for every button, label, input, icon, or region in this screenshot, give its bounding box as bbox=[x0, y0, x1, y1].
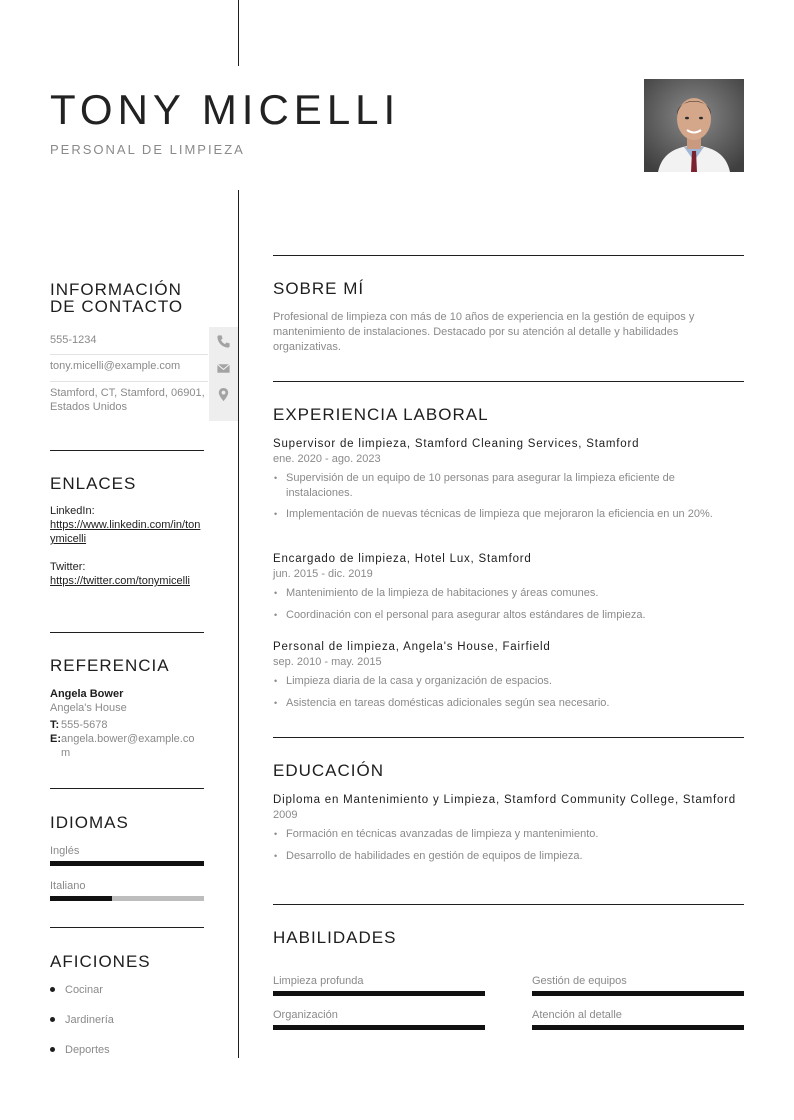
education-degree: Diploma en Mantenimiento y Limpieza, Stamford Community College, Stamford bbox=[273, 794, 736, 806]
job-dates: jun. 2015 - dic. 2019 bbox=[273, 568, 373, 580]
reference-phone-value: 555-5678 bbox=[61, 719, 108, 731]
skill-item bbox=[532, 974, 744, 996]
languages-title: IDIOMAS bbox=[50, 813, 129, 832]
hobby-item bbox=[50, 1043, 110, 1057]
job-bullet: • Implementación de nuevas técnicas de limpieza que mejoraron la eficiencia en un 20%. bbox=[273, 507, 744, 522]
job-bullets bbox=[273, 674, 744, 710]
about-text: Profesional de limpieza con más de 10 años de experiencia en la gestión de equipos y mantenimiento de instalaciones. Destacado por su atención al detalle y habilidades organizativas. bbox=[273, 311, 695, 353]
contact-divider bbox=[50, 381, 208, 382]
reference-title: REFERENCIA bbox=[50, 656, 170, 675]
column-divider-line bbox=[238, 190, 239, 1058]
reference-phone-key: T: bbox=[50, 719, 60, 731]
hobbies-title: AFICIONES bbox=[50, 952, 151, 971]
skill-level-bar bbox=[273, 991, 485, 996]
profile-photo-image bbox=[644, 79, 744, 172]
about-title: SOBRE MÍ bbox=[273, 279, 365, 298]
languages-section bbox=[50, 814, 204, 901]
job-bullet: • Mantenimiento de la limpieza de habitaciones y áreas comunes. bbox=[273, 586, 744, 601]
skill-item bbox=[273, 974, 485, 996]
language-level-bar bbox=[50, 861, 204, 866]
job-bullets bbox=[273, 471, 744, 522]
job-title: Encargado de limpieza, Hotel Lux, Stamford bbox=[273, 553, 532, 565]
language-item bbox=[50, 879, 204, 901]
job-bullet: • Limpieza diaria de la casa y organización de espacios. bbox=[273, 674, 744, 689]
contact-title: INFORMACIÓN DE CONTACTO bbox=[50, 280, 184, 316]
link-item-linkedin bbox=[50, 504, 204, 546]
education-entry bbox=[273, 793, 744, 870]
link-item-twitter bbox=[50, 560, 204, 588]
language-level-bar bbox=[50, 896, 204, 901]
reference-org: Angela's House bbox=[50, 702, 127, 714]
reference-email-value: angela.bower@example.com bbox=[61, 733, 195, 759]
hobby-item bbox=[50, 983, 103, 997]
linkedin-link[interactable]: https://www.linkedin.com/in/tonymicelli bbox=[50, 519, 201, 545]
job-bullet: • Coordinación con el personal para asegurar altos estándares de limpieza. bbox=[273, 608, 744, 623]
twitter-link[interactable]: https://twitter.com/tonymicelli bbox=[50, 575, 190, 587]
section-divider bbox=[273, 904, 744, 905]
job-dates: ene. 2020 - ago. 2023 bbox=[273, 453, 381, 465]
language-name: Inglés bbox=[50, 845, 80, 857]
section-divider bbox=[273, 381, 744, 382]
skill-level-bar bbox=[532, 1025, 744, 1030]
links-title: ENLACES bbox=[50, 474, 137, 493]
bullet-dot bbox=[50, 987, 55, 992]
language-item bbox=[50, 844, 204, 866]
section-divider bbox=[273, 255, 744, 256]
top-divider-line bbox=[238, 0, 239, 66]
skill-name: Organización bbox=[273, 1009, 338, 1021]
job-title: Supervisor de limpieza, Stamford Cleaning Services, Stamford bbox=[273, 438, 640, 450]
language-level-fill bbox=[50, 861, 204, 866]
education-bullet: • Formación en técnicas avanzadas de limpieza y mantenimiento. bbox=[273, 827, 744, 842]
contact-section bbox=[50, 281, 204, 315]
experience-title: EXPERIENCIA LABORAL bbox=[273, 405, 489, 424]
sidebar-divider bbox=[50, 632, 204, 633]
job-title: Personal de limpieza, Angela's House, Fairfield bbox=[273, 641, 551, 653]
candidate-role: PERSONAL DE LIMPIEZA bbox=[50, 142, 245, 157]
job-dates: sep. 2010 - may. 2015 bbox=[273, 656, 382, 668]
education-bullet: • Desarrollo de habilidades en gestión de equipos de limpieza. bbox=[273, 849, 744, 864]
hobby-label: Jardinería bbox=[65, 1014, 114, 1026]
hobbies-section bbox=[50, 953, 204, 970]
candidate-name: TONY MICELLI bbox=[50, 86, 401, 133]
section-divider bbox=[273, 737, 744, 738]
reference-section bbox=[50, 657, 204, 760]
contact-divider bbox=[50, 354, 208, 355]
hobby-label: Cocinar bbox=[65, 984, 103, 996]
education-bullets bbox=[273, 827, 744, 863]
skill-name: Limpieza profunda bbox=[273, 975, 364, 987]
job-entry bbox=[273, 437, 744, 529]
reference-name: Angela Bower bbox=[50, 688, 124, 700]
reference-email-key: E: bbox=[50, 733, 61, 745]
map-pin-icon bbox=[216, 387, 231, 402]
skill-level-bar bbox=[532, 991, 744, 996]
job-entry bbox=[273, 640, 744, 717]
reference-email bbox=[50, 732, 204, 760]
bullet-dot bbox=[50, 1047, 55, 1052]
linkedin-label: LinkedIn: bbox=[50, 505, 95, 517]
hobby-item bbox=[50, 1013, 114, 1027]
twitter-label: Twitter: bbox=[50, 561, 86, 573]
contact-icon-strip bbox=[209, 327, 238, 421]
skill-name: Atención al detalle bbox=[532, 1009, 622, 1021]
phone-icon bbox=[216, 334, 231, 349]
skill-item bbox=[532, 1008, 744, 1030]
skill-item bbox=[273, 1008, 485, 1030]
envelope-icon bbox=[216, 361, 231, 376]
job-entry bbox=[273, 552, 744, 629]
job-bullet: • Asistencia en tareas domésticas adicionales según sea necesario. bbox=[273, 696, 744, 711]
links-section bbox=[50, 475, 204, 588]
education-year: 2009 bbox=[273, 809, 298, 821]
sidebar-divider bbox=[50, 927, 204, 928]
bullet-dot bbox=[50, 1017, 55, 1022]
skill-level-bar bbox=[273, 1025, 485, 1030]
language-name: Italiano bbox=[50, 880, 86, 892]
profile-photo bbox=[644, 79, 744, 172]
job-bullets bbox=[273, 586, 744, 622]
education-title: EDUCACIÓN bbox=[273, 761, 385, 780]
sidebar-divider bbox=[50, 788, 204, 789]
contact-address-text: Stamford, CT, Stamford, 06901, Estados Unidos bbox=[50, 387, 205, 413]
contact-phone-text: 555-1234 bbox=[50, 334, 97, 346]
contact-email-text: tony.micelli@example.com bbox=[50, 360, 181, 372]
language-level-fill bbox=[50, 896, 112, 901]
reference-phone bbox=[50, 718, 204, 732]
skill-name: Gestión de equipos bbox=[532, 975, 627, 987]
hobby-label: Deportes bbox=[65, 1044, 110, 1056]
sidebar-divider bbox=[50, 450, 204, 451]
job-bullet: • Supervisión de un equipo de 10 personas para asegurar la limpieza eficiente de instalaciones. bbox=[273, 471, 744, 500]
skills-title: HABILIDADES bbox=[273, 928, 397, 947]
